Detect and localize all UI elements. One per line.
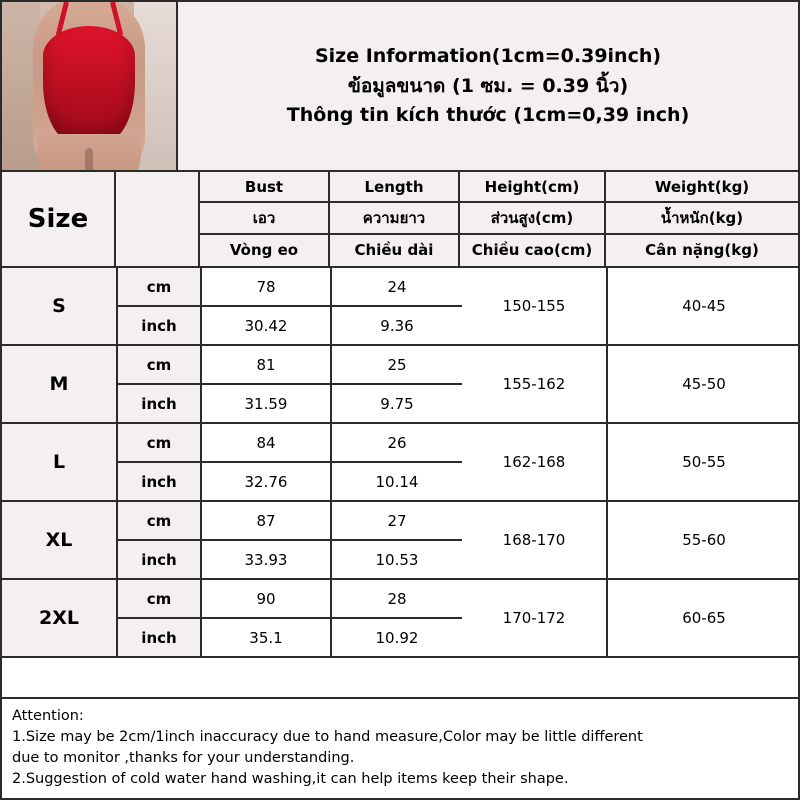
attention-note (2, 697, 798, 798)
table-row (2, 580, 798, 658)
row-height-weight (462, 424, 800, 500)
header-height-th: ส่วนสูง(cm) (460, 203, 604, 234)
row-measurements (118, 580, 462, 656)
row-size-label: S (2, 268, 118, 344)
height-value: 162-168 (462, 424, 608, 500)
bust-inch: 32.76 (202, 463, 332, 500)
table-row (2, 502, 798, 580)
header (2, 2, 798, 172)
length-inch: 9.75 (380, 394, 414, 413)
attention-line-1: 1.Size may be 2cm/1inch inaccuracy due to hand measure,Color may be little different (12, 728, 643, 745)
bust-inch: 33.93 (202, 541, 332, 578)
unit-inch: inch (118, 385, 202, 422)
header-weight (606, 172, 798, 266)
length-cm: 26 (387, 433, 407, 452)
header-unit-spacer (116, 172, 200, 266)
row-line-inch (118, 541, 462, 578)
table-row (2, 424, 798, 502)
header-bust-vi: Vòng eo (229, 241, 299, 260)
table-row (2, 346, 798, 424)
header-weight-en: Weight(kg) (606, 172, 798, 203)
table-row (2, 268, 798, 346)
unit-cm: cm (118, 268, 202, 305)
header-bust-en: Bust (200, 172, 328, 203)
bust-inch: 35.1 (202, 619, 332, 656)
header-bust-th: เอว (200, 203, 328, 234)
row-line-inch (118, 385, 462, 422)
bust-cm: 87 (202, 502, 332, 539)
header-length-vi: Chiều dài (354, 241, 434, 260)
weight-value: 50-55 (682, 453, 726, 471)
bust-cm: 84 (202, 424, 332, 461)
bust-cm: 78 (202, 268, 332, 305)
header-height-vi: Chiều cao(cm) (471, 241, 593, 260)
unit-inch: inch (118, 463, 202, 500)
row-line-inch (118, 463, 462, 500)
row-line-cm (118, 502, 462, 541)
row-measurements (118, 502, 462, 578)
weight-value: 60-65 (682, 609, 726, 627)
row-height-weight (462, 580, 800, 656)
unit-cm: cm (118, 346, 202, 383)
height-value: 168-170 (462, 502, 608, 578)
size-table (2, 172, 798, 697)
unit-inch: inch (118, 307, 202, 344)
unit-inch: inch (118, 619, 202, 656)
header-weight-vi: Cân nặng(kg) (645, 241, 759, 260)
bust-cm: 81 (202, 346, 332, 383)
row-height-weight (462, 346, 800, 422)
length-cm: 25 (387, 355, 407, 374)
title-thai: ข้อมูลขนาด (1 ซม. = 0.39 นิ้ว) (347, 74, 629, 97)
unit-cm: cm (118, 580, 202, 617)
unit-cm: cm (118, 502, 202, 539)
header-length-th: ความยาว (330, 203, 458, 234)
row-line-cm (118, 580, 462, 619)
weight-value: 55-60 (682, 531, 726, 549)
attention-line-2: due to monitor ,thanks for your understanding. (12, 749, 355, 766)
row-line-inch (118, 619, 462, 656)
model-leg-gap (85, 148, 93, 170)
unit-cm: cm (118, 424, 202, 461)
weight-value: 40-45 (682, 297, 726, 315)
row-measurements (118, 268, 462, 344)
header-height-en: Height(cm) (460, 172, 604, 203)
attention-heading: Attention: (12, 707, 84, 724)
length-inch: 10.92 (375, 628, 419, 647)
length-inch: 9.36 (380, 316, 414, 335)
table-header-row (2, 172, 798, 268)
row-size-label: M (2, 346, 118, 422)
attention-line-3: 2.Suggestion of cold water hand washing,it can help items keep their shape. (12, 770, 569, 787)
length-inch: 10.14 (375, 472, 419, 491)
length-cm: 27 (387, 511, 407, 530)
row-line-inch (118, 307, 462, 344)
row-measurements (118, 346, 462, 422)
row-line-cm (118, 268, 462, 307)
height-value: 170-172 (462, 580, 608, 656)
row-measurements (118, 424, 462, 500)
bust-inch: 30.42 (202, 307, 332, 344)
unit-inch: inch (118, 541, 202, 578)
title-block (178, 2, 798, 170)
header-size-label: Size (2, 172, 116, 266)
row-size-label: XL (2, 502, 118, 578)
bust-cm: 90 (202, 580, 332, 617)
row-line-cm (118, 346, 462, 385)
length-cm: 28 (387, 589, 407, 608)
weight-value: 45-50 (682, 375, 726, 393)
row-size-label: L (2, 424, 118, 500)
row-size-label: 2XL (2, 580, 118, 656)
row-height-weight (462, 502, 800, 578)
header-length-en: Length (330, 172, 458, 203)
title-vietnamese: Thông tin kích thước (1cm=0,39 inch) (286, 104, 690, 127)
height-value: 155-162 (462, 346, 608, 422)
length-cm: 24 (387, 277, 407, 296)
header-weight-th: น้ำหนัก(kg) (606, 203, 798, 234)
length-inch: 10.53 (375, 550, 419, 569)
row-line-cm (118, 424, 462, 463)
title-english: Size Information(1cm=0.39inch) (314, 44, 662, 67)
header-length (330, 172, 460, 266)
height-value: 150-155 (462, 268, 608, 344)
row-height-weight (462, 268, 800, 344)
product-photo (2, 2, 178, 170)
red-lace-bodysuit (43, 26, 135, 142)
header-bust (200, 172, 330, 266)
header-height (460, 172, 606, 266)
bust-inch: 31.59 (202, 385, 332, 422)
